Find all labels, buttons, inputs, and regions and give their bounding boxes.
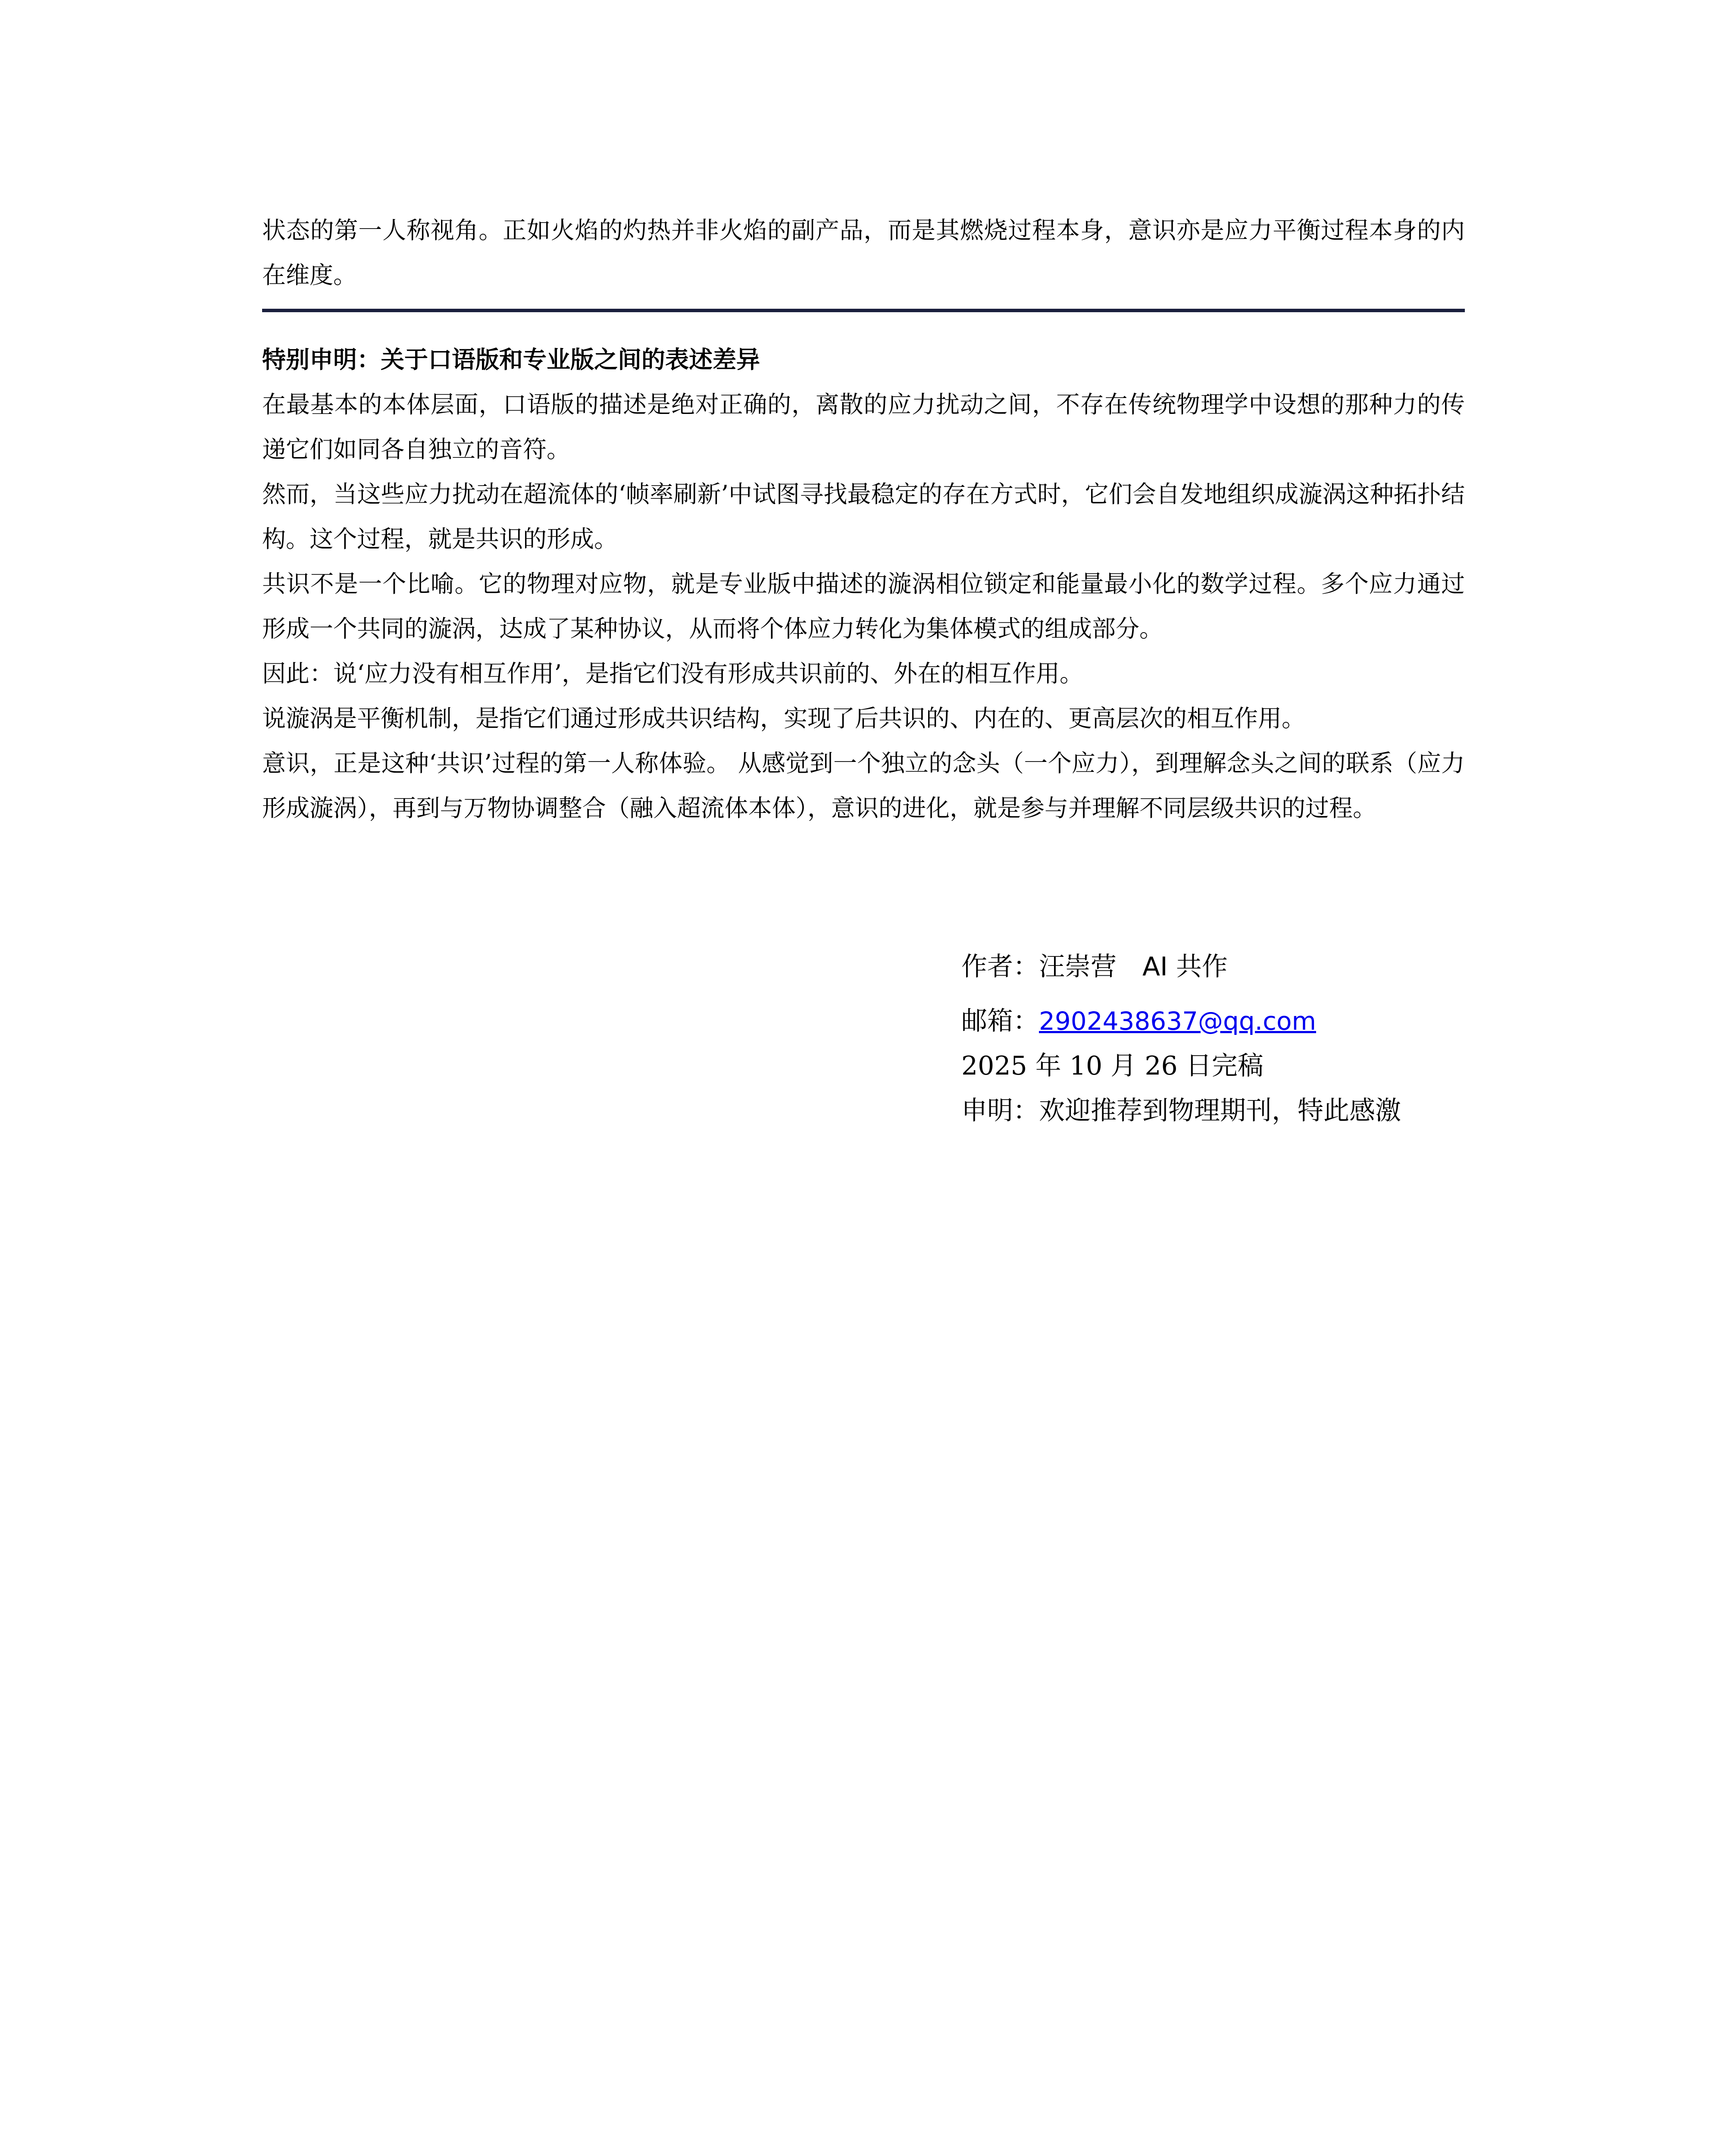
section-paragraph-4: 因此：说‘应力没有相互作用’，是指它们没有形成共识前的、外在的相互作用。 [262, 660, 1083, 687]
section-paragraph-5: 说漩涡是平衡机制，是指它们通过形成共识结构，实现了后共识的、内在的、更高层次的相互作用。 [262, 705, 1306, 732]
statement-line: 申明：欢迎推荐到物理期刊，特此感激 [961, 1096, 1401, 1126]
section-paragraph-3: 共识不是一个比喻。它的物理对应物，就是专业版中描述的漩涡相位锁定和能量最小化的数学过程。多个应力通过形成一个共同的漩涡，达成了某种协议，从而将个体应力转化为集体模式的组成部分。 [262, 570, 1465, 642]
email-label: 邮箱： [961, 1006, 1039, 1036]
signature-block [961, 944, 1479, 1133]
author-label: 作者： [961, 952, 1039, 982]
author-name: 汪崇营 [1039, 952, 1117, 982]
section-paragraph-1: 在最基本的本体层面，口语版的描述是绝对正确的，离散的应力扰动之间，不存在传统物理学中设想的那种力的传递它们如同各自独立的音符。 [262, 391, 1465, 463]
author-line [961, 944, 1479, 989]
section-heading: 特别申明：关于口语版和专业版之间的表述差异 [262, 346, 760, 373]
section-paragraph-6: 意识，正是这种‘共识’过程的第一人称体验。 从感觉到一个独立的念头（一个应力），到理解念头之间的联系（应力形成漩涡），再到与万物协调整合（融入超流体本体），意识的进化，就是参与并理解不同层级共识的过程。 [262, 749, 1465, 822]
email-link[interactable]: 2902438637@qq.com [1039, 1006, 1316, 1036]
section-divider [262, 309, 1465, 312]
coauthor: AI 共作 [1142, 952, 1228, 982]
top-paragraph: 状态的第一人称视角。正如火焰的灼热并非火焰的副产品，而是其燃烧过程本身，意识亦是应力平衡过程本身的内在维度。 [262, 216, 1465, 289]
email-line [961, 999, 1479, 1044]
main-content [262, 208, 1465, 830]
date-line: 2025 年 10 月 26 日完稿 [961, 1051, 1264, 1081]
section-paragraph-2: 然而，当这些应力扰动在超流体的‘帧率刷新’中试图寻找最稳定的存在方式时，它们会自发地组织成漩涡这种拓扑结构。这个过程，就是共识的形成。 [262, 480, 1465, 553]
